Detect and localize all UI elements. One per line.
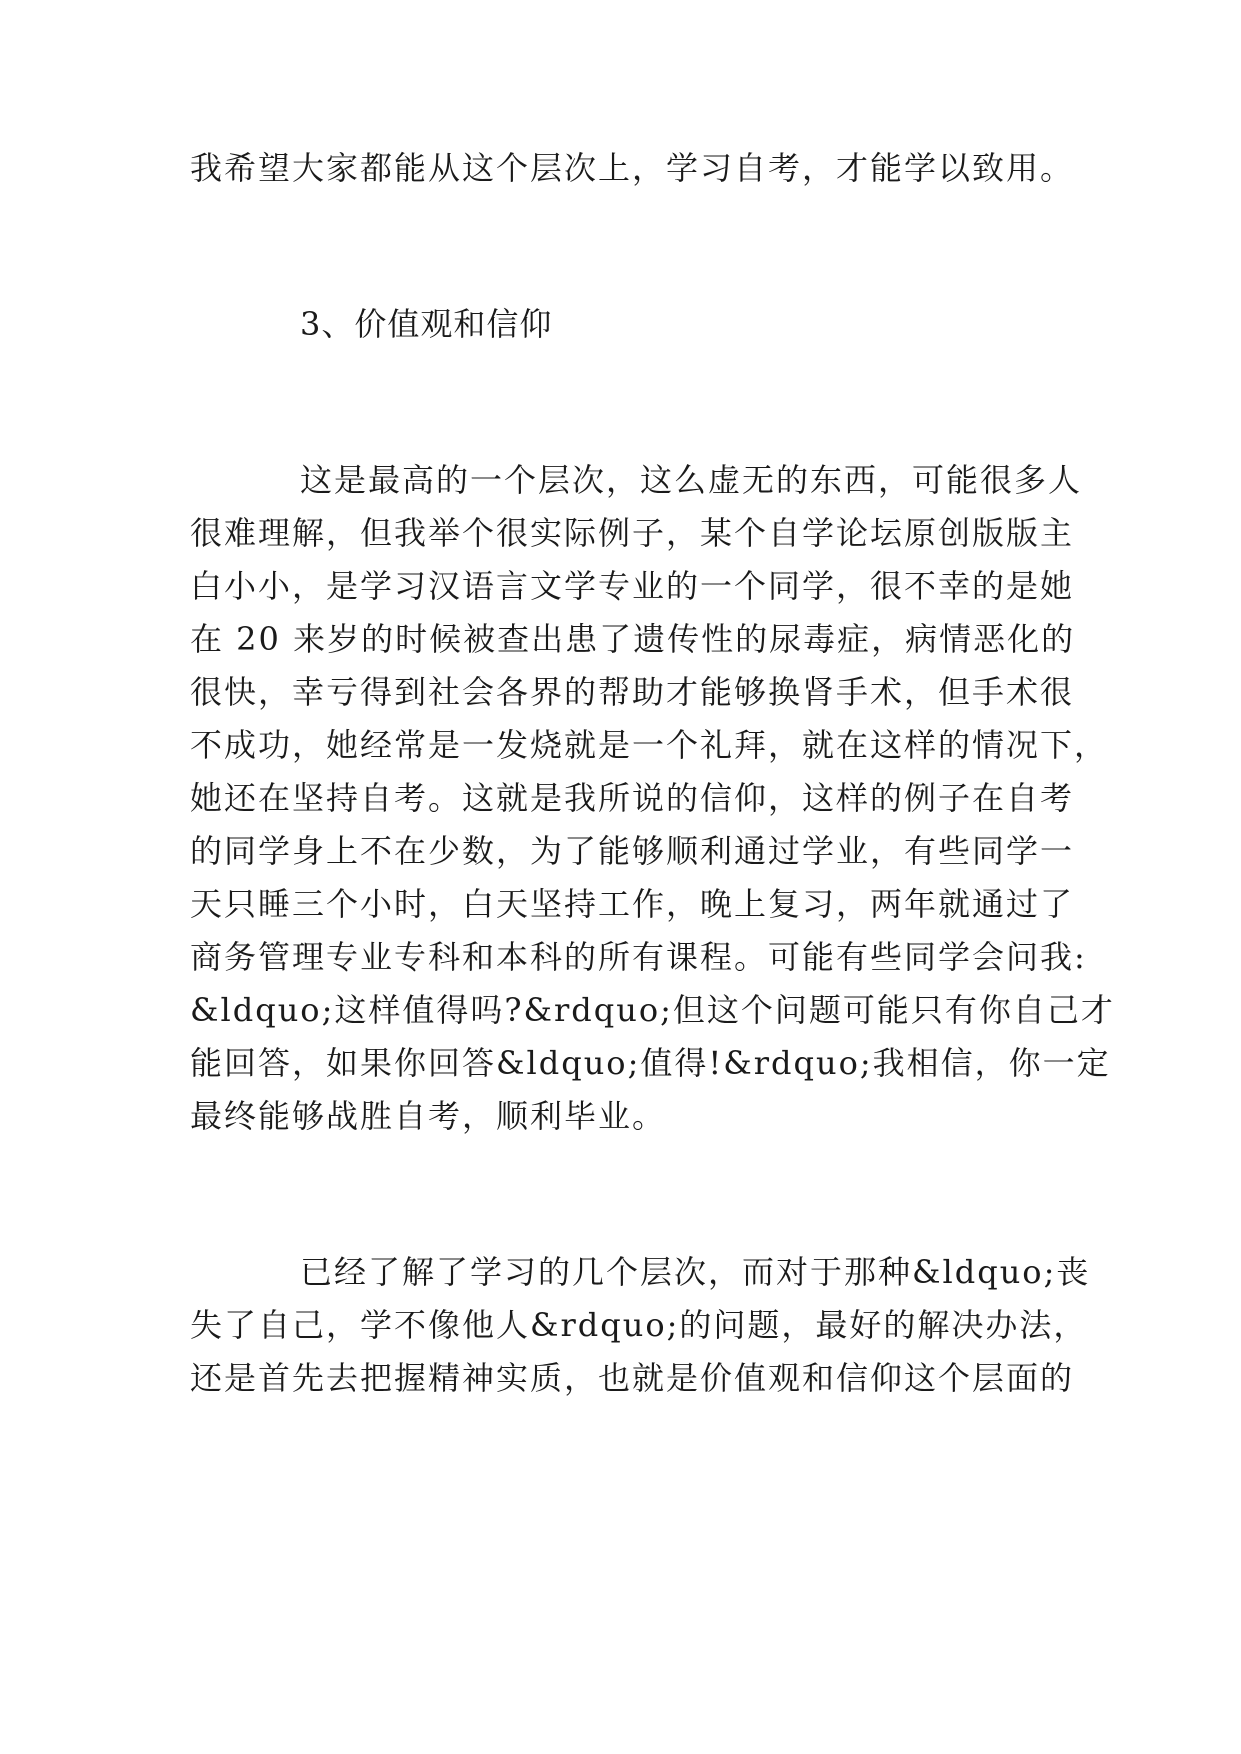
paragraph-line: 能回答，如果你回答&ldquo;值得!&rdquo;我相信，你一定 xyxy=(190,1044,1111,1082)
paragraph-line: 还是首先去把握精神实质，也就是价值观和信仰这个层面的 xyxy=(190,1359,1075,1397)
paragraph-line: 商务管理专业专科和本科的所有课程。可能有些同学会问我: xyxy=(190,938,1087,976)
paragraph-line: 很快，幸亏得到社会各界的帮助才能够换肾手术，但手术很 xyxy=(190,673,1075,711)
intro-line: 我希望大家都能从这个层次上，学习自考，才能学以致用。 xyxy=(190,149,1075,187)
section-heading: 3、价值观和信仰 xyxy=(300,305,553,343)
paragraph-line: 失了自己，学不像他人&rdquo;的问题，最好的解决办法， xyxy=(190,1306,1088,1344)
paragraph-line: 不成功，她经常是一发烧就是一个礼拜，就在这样的情况下， xyxy=(190,726,1109,764)
paragraph-line: 这是最高的一个层次，这么虚无的东西，可能很多人 xyxy=(300,461,1083,499)
paragraph-line: 最终能够战胜自考，顺利毕业。 xyxy=(190,1097,667,1135)
paragraph-line: 已经了解了学习的几个层次，而对于那种&ldquo;丧 xyxy=(300,1253,1091,1291)
paragraph-line: 很难理解，但我举个很实际例子，某个自学论坛原创版版主 xyxy=(190,514,1075,552)
paragraph-line: 天只睡三个小时，白天坚持工作，晚上复习，两年就通过了 xyxy=(190,885,1075,923)
paragraph-line: 的同学身上不在少数，为了能够顺利通过学业，有些同学一 xyxy=(190,832,1075,870)
paragraph-line: 她还在坚持自考。这就是我所说的信仰，这样的例子在自考 xyxy=(190,779,1075,817)
paragraph-line: &ldquo;这样值得吗?&rdquo;但这个问题可能只有你自己才 xyxy=(190,991,1115,1029)
paragraph-line: 白小小，是学习汉语言文学专业的一个同学，很不幸的是她 xyxy=(190,567,1075,605)
paragraph-line: 在 20 来岁的时候被查出患了遗传性的尿毒症，病情恶化的 xyxy=(190,620,1076,658)
